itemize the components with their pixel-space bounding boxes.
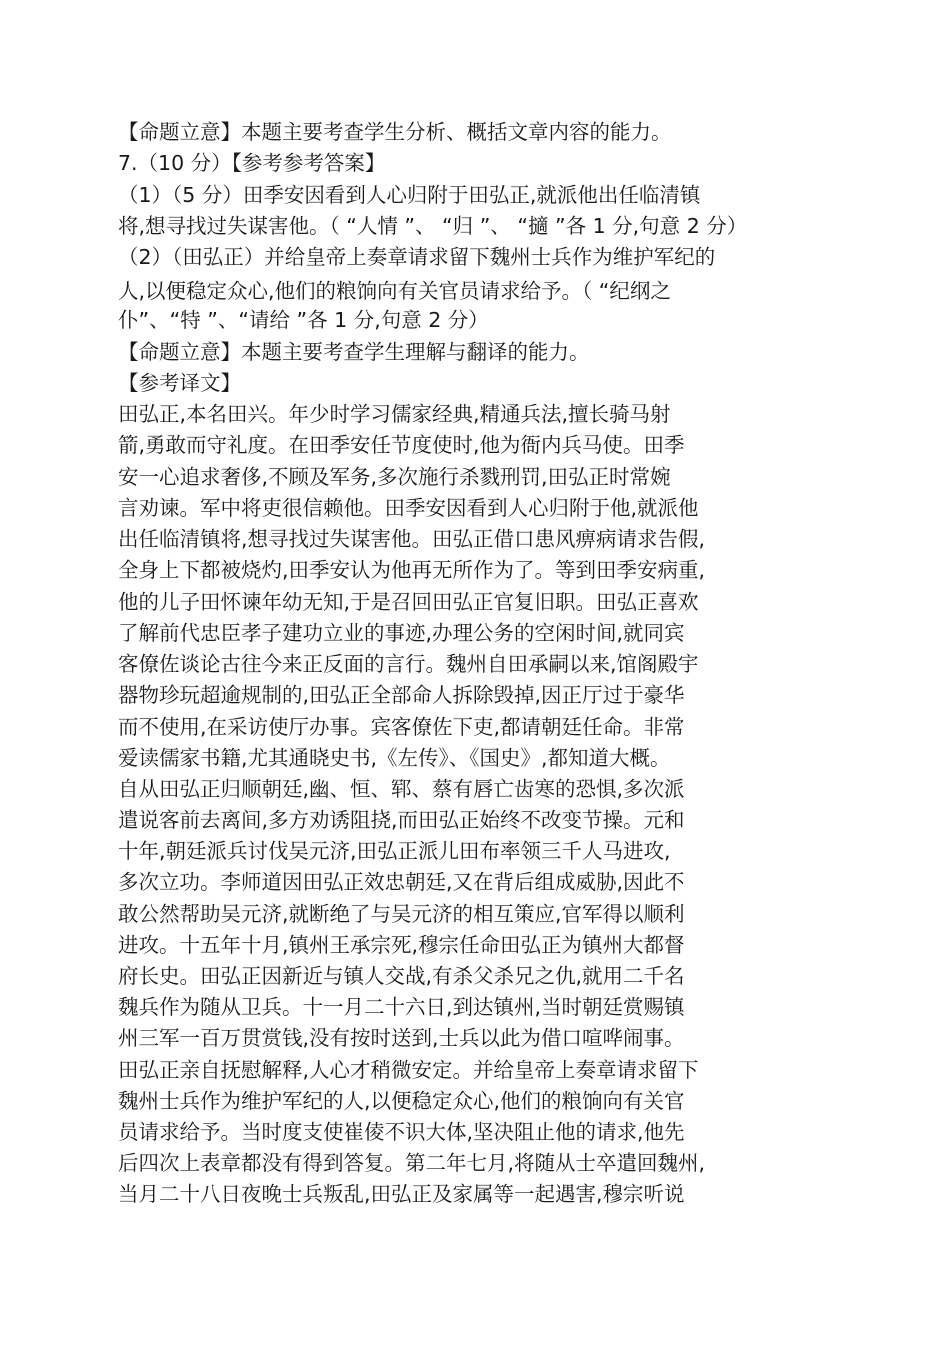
translation-line-22: 田弘正亲自抚慰解释,人心才稍微安定。并给皇帝上奏章请求留下 <box>118 1058 699 1082</box>
intent-line-2: 【命题立意】本题主要考查学生理解与翻译的能力。 <box>118 340 590 364</box>
translation-line-24: 员请求给予。当时度支使崔倰不识大体,坚决阻止他的请求,他先 <box>118 1120 685 1144</box>
translation-line-16: 多次立功。李师道因田弘正效忠朝廷,又在背后组成威胁,因此不 <box>118 870 685 894</box>
translation-line-19: 府长史。田弘正因新近与镇人交战,有杀父杀兄之仇,就用二千名 <box>118 964 685 988</box>
translation-line-2: 箭,勇敢而守礼度。在田季安任节度使时,他为衙内兵马使。田季 <box>118 433 685 457</box>
translation-line-15: 十年,朝廷派兵讨伐吴元济,田弘正派儿田布率领三千人马进攻, <box>118 839 671 863</box>
answer-2-line-1: （2）（田弘正）并给皇帝上奏章请求留下魏州士兵作为维护军纪的 <box>118 245 716 269</box>
translation-line-1: 田弘正,本名田兴。年少时学习儒家经典,精通兵法,擅长骑马射 <box>118 402 671 426</box>
translation-line-8: 了解前代忠臣孝子建功立业的事迹,办理公务的空闲时间,就同宾 <box>118 621 685 645</box>
answer-1-line-2: 将,想寻找过失谋害他。（ “人情 ”、 “归 ”、 “擿 ”各 1 分,句意 2 分） <box>118 214 748 238</box>
translation-line-11: 而不使用,在采访使厅办事。宾客僚佐下吏,都请朝廷任命。非常 <box>118 715 685 739</box>
intent-line-1: 【命题立意】本题主要考查学生分析、概括文章内容的能力。 <box>118 120 672 144</box>
translation-line-9: 客僚佐谈论古往今来正反面的言行。魏州自田承嗣以来,馆阁殿宇 <box>118 652 699 676</box>
translation-line-3: 安一心追求奢侈,不顾及军务,多次施行杀戮刑罚,田弘正时常婉 <box>118 465 671 489</box>
translation-line-21: 州三军一百万贯赏钱,没有按时送到,士兵以此为借口喧哗闹事。 <box>118 1026 685 1050</box>
translation-line-5: 出任临清镇将,想寻找过失谋害他。田弘正借口患风痹病请求告假, <box>118 527 706 551</box>
translation-line-4: 言劝谏。军中将吏很信赖他。田季安因看到人心归附于他,就派他 <box>118 496 699 520</box>
translation-line-7: 他的儿子田怀谏年幼无知,于是召回田弘正官复旧职。田弘正喜欢 <box>118 590 699 614</box>
answer-2-line-2: 人,以便稳定众心,他们的粮饷向有关官员请求给予。（ “纪纲之 <box>118 279 671 303</box>
translation-line-25: 后四次上表章都没有得到答复。第二年七月,将随从士卒遣回魏州, <box>118 1151 706 1175</box>
translation-line-17: 敢公然帮助吴元济,就断绝了与吴元济的相互策应,官军得以顺利 <box>118 902 685 926</box>
translation-line-10: 器物珍玩超逾规制的,田弘正全部命人拆除毁掉,因正厅过于豪华 <box>118 683 685 707</box>
question-7-heading: 7.（10 分）【参考参考答案】 <box>118 151 386 175</box>
translation-line-26: 当月二十八日夜晚士兵叛乱,田弘正及家属等一起遇害,穆宗听说 <box>118 1182 685 1206</box>
translation-line-23: 魏州士兵作为维护军纪的人,以便稳定众心,他们的粮饷向有关官 <box>118 1089 685 1113</box>
translation-line-6: 全身上下都被烧灼,田季安认为他再无所作为了。等到田季安病重, <box>118 558 706 582</box>
translation-line-18: 进攻。十五年十月,镇州王承宗死,穆宗任命田弘正为镇州大都督 <box>118 933 685 957</box>
translation-line-14: 遣说客前去离间,多方劝诱阻挠,而田弘正始终不改变节操。元和 <box>118 808 685 832</box>
translation-line-20: 魏兵作为随从卫兵。十一月二十六日,到达镇州,当时朝廷赏赐镇 <box>118 995 685 1019</box>
answer-1-line-1: （1）（5 分）田季安因看到人心归附于田弘正,就派他出任临清镇 <box>118 183 701 207</box>
answer-2-line-3: 仆”、“特 ”、“请给 ”各 1 分,句意 2 分） <box>118 308 489 332</box>
translation-heading: 【参考译文】 <box>118 371 241 395</box>
translation-line-12: 爱读儒家书籍,尤其通晓史书,《左传》、《国史》,都知道大概。 <box>118 746 671 770</box>
translation-line-13: 自从田弘正归顺朝廷,幽、恒、郓、蔡有唇亡齿寒的恐惧,多次派 <box>118 777 685 801</box>
